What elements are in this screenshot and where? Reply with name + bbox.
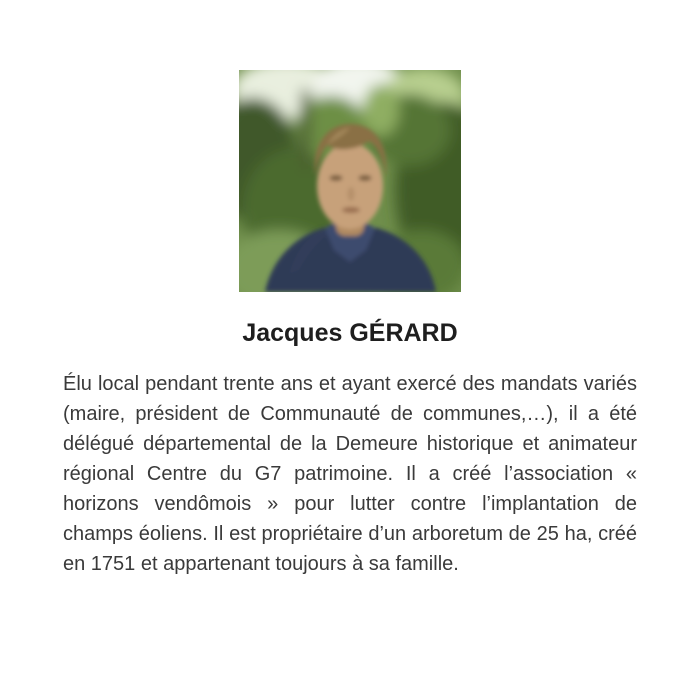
portrait-photo-icon xyxy=(239,70,461,292)
profile-name: Jacques GÉRARD xyxy=(242,319,458,347)
profile-bio: Élu local pendant trente ans et ayant exercé des mandats variés (maire, président de Communauté de communes,…), il a été délégué départemental de la Demeure historique et animateur régional Centre du G7 patrimoine. Il a créé l’association « horizons vendômois » pour lutter contre l’implantation de champs éoliens. Il est propriétaire d’un arboretum de 25 ha, créé en 1751 et appartenant toujours à sa famille. xyxy=(63,373,637,575)
profile-photo xyxy=(239,70,461,292)
